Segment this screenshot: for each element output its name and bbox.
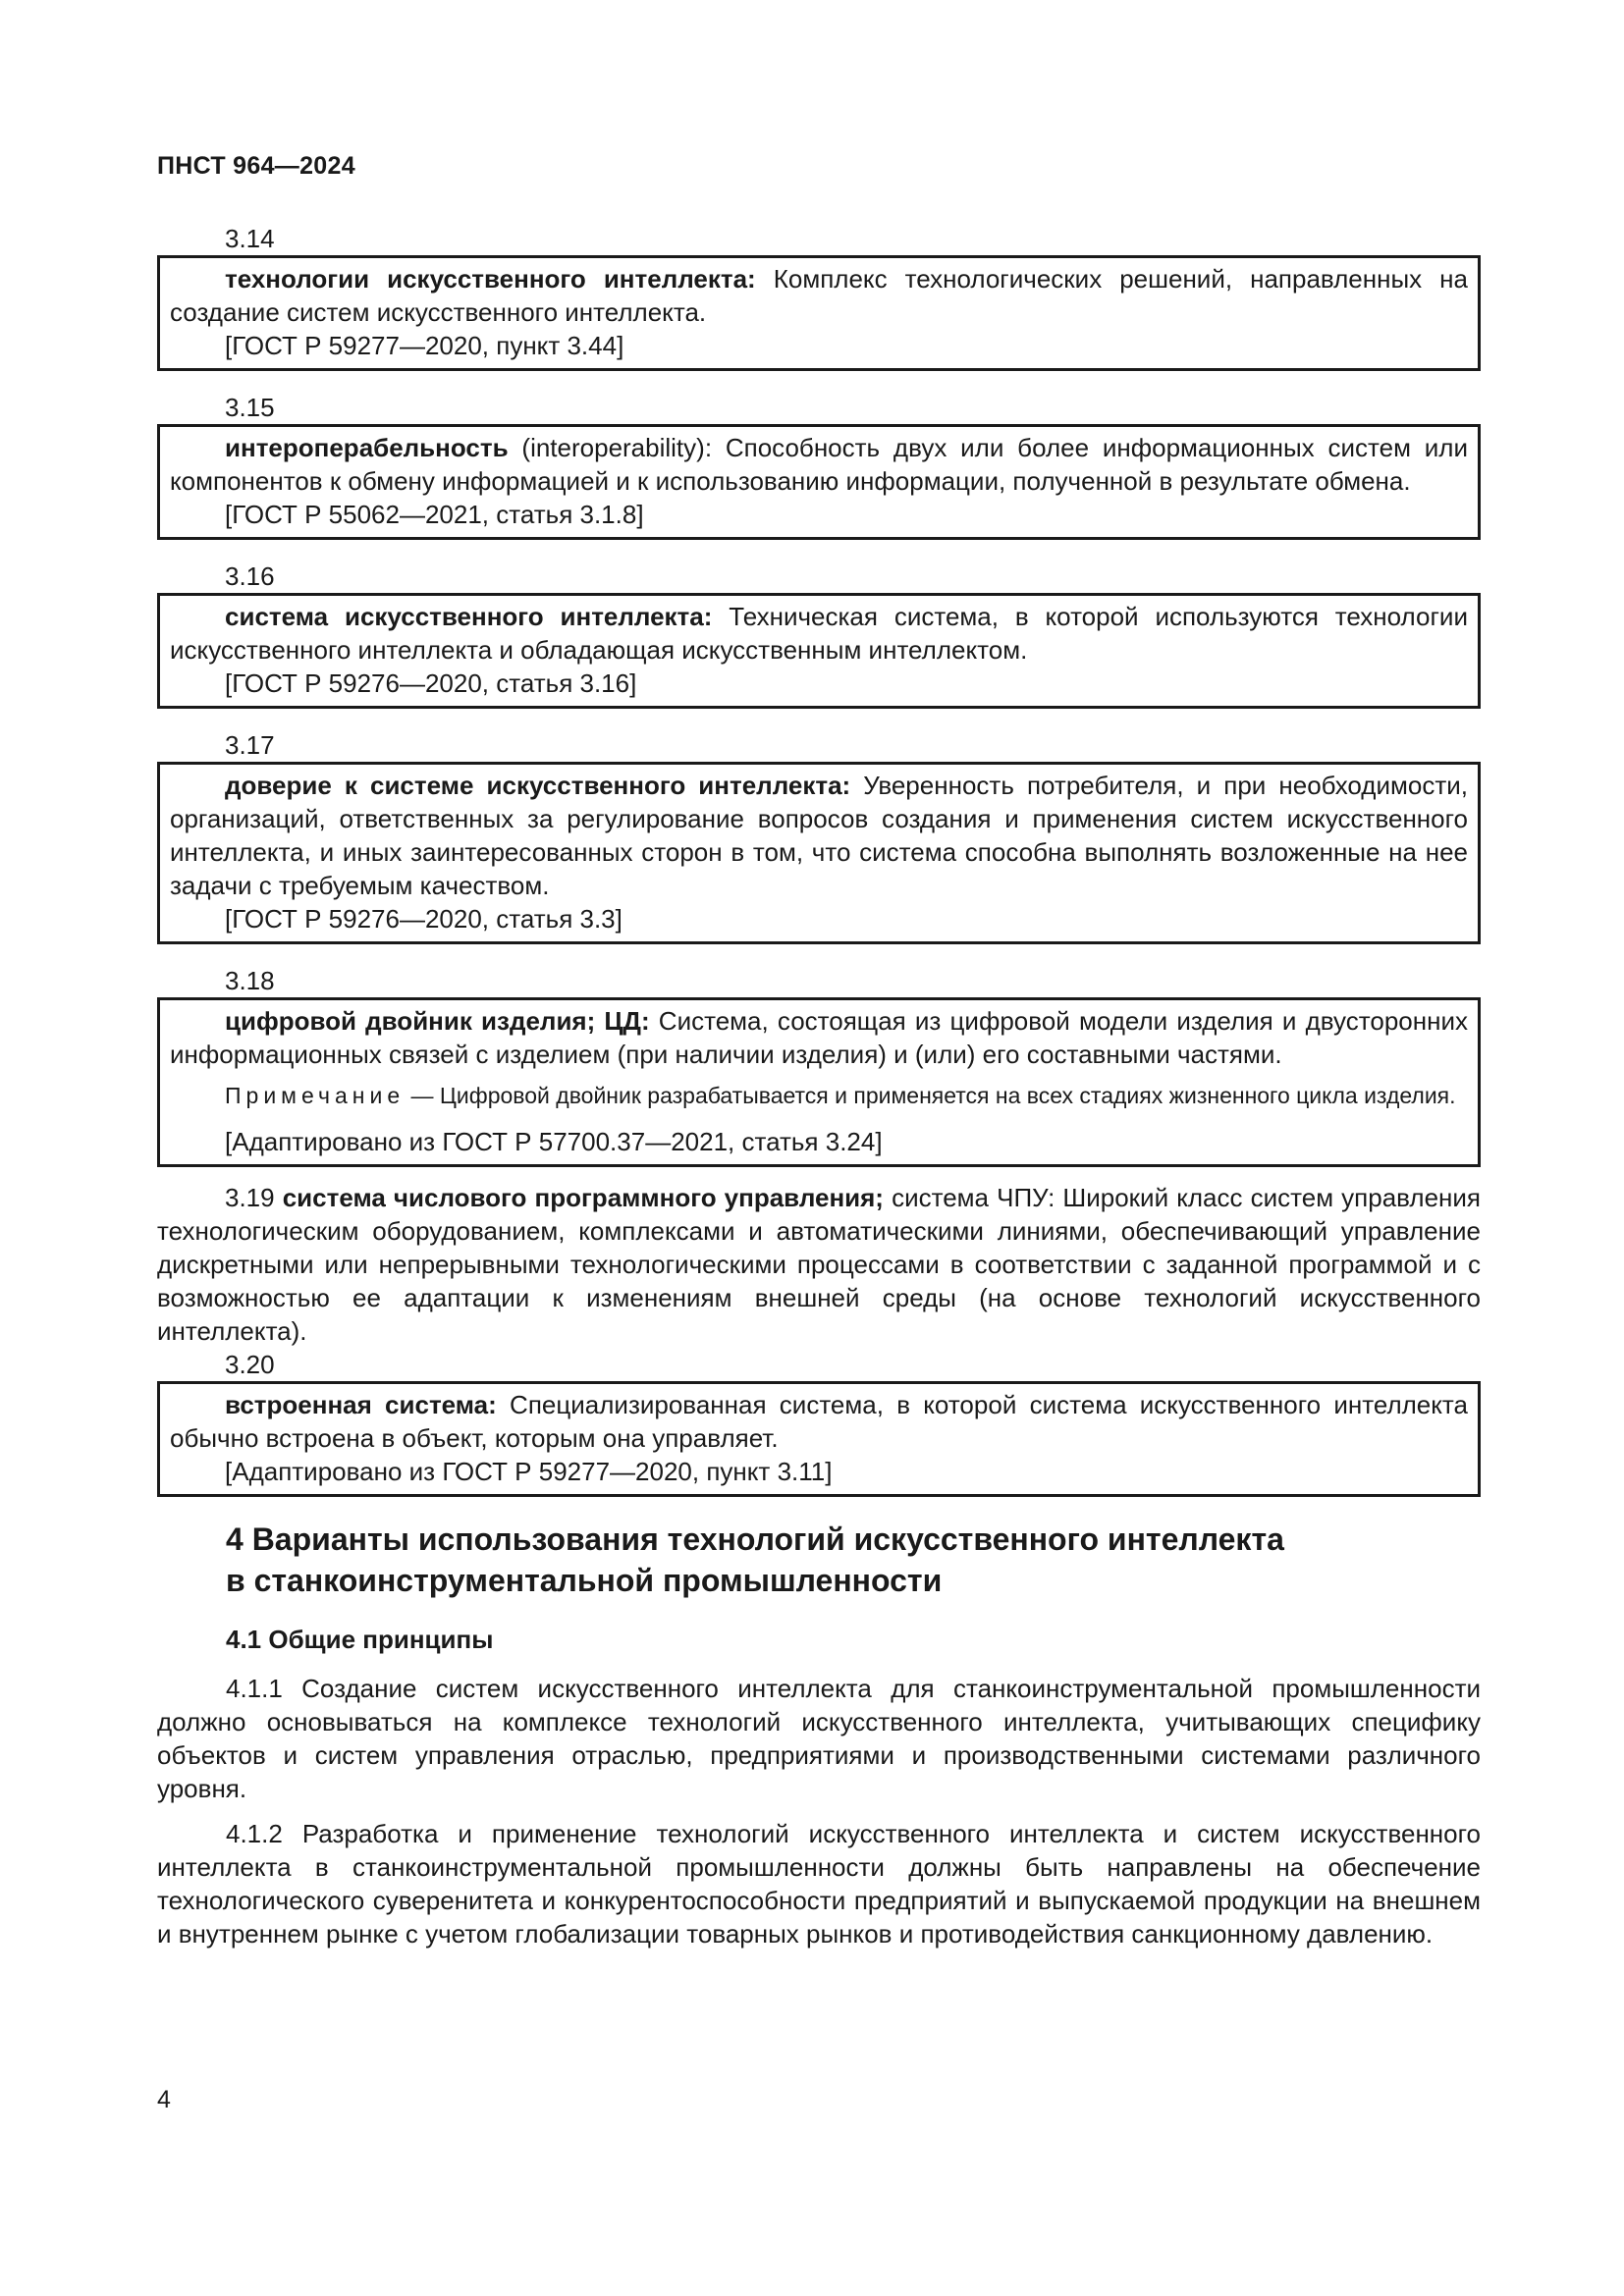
term-box: [157, 255, 1481, 371]
term-definition: [170, 600, 1468, 667]
entry-number: 3.20: [225, 1350, 275, 1379]
term-source: [ГОСТ Р 59276—2020, статья 3.16]: [225, 668, 637, 698]
entry-number: 3.16: [225, 561, 275, 591]
term-name: система числового программного управления;: [282, 1183, 884, 1212]
term-definition: [170, 1388, 1468, 1455]
term-definition: [170, 769, 1468, 902]
entry-number: 3.14: [225, 224, 275, 253]
term-definition: [170, 262, 1468, 329]
term-box: [157, 1381, 1481, 1497]
term-box: [157, 997, 1481, 1167]
entry-number: 3.18: [225, 966, 275, 995]
section-heading: [157, 1519, 1481, 1601]
term-name: доверие к системе искусственного интеллекта:: [225, 771, 851, 800]
document-designation: ПНСТ 964—2024: [157, 152, 355, 180]
term-name: цифровой двойник изделия; ЦД:: [225, 1006, 650, 1036]
definition-text: Уверенность потребителя, и при необходимости, организаций, ответственных за регулирование вопросов создания и применения систем искусственного интеллекта, и иных заинтересованных сторон в том, что система способна выполнять возложенные на нее задачи с требуемым качеством.: [170, 771, 1468, 900]
term-box: [157, 424, 1481, 540]
term-definition: [170, 431, 1468, 498]
term-definition: [170, 1004, 1468, 1071]
entry-number: 3.17: [225, 730, 275, 760]
definition-text: Техническая система, в которой используются технологии искусственного интеллекта и обладающая искусственным интеллектом.: [170, 602, 1468, 665]
term-name: интероперабельность: [225, 433, 509, 462]
term-name: встроенная система:: [225, 1390, 497, 1419]
note-label: Примечание: [225, 1083, 406, 1108]
section-heading-line1: 4 Варианты использования технологий искусственного интеллекта: [226, 1522, 1284, 1557]
definition-text: (interoperability): Способность двух или более информационных систем или компонентов к обмену информацией и к использованию информации, полученной в результате обмена.: [170, 433, 1468, 496]
term-name: система искусственного интеллекта:: [225, 602, 713, 631]
note-text: — Цифровой двойник разрабатывается и применяется на всех стадиях жизненного цикла изделия.: [405, 1083, 1456, 1108]
term-source: [ГОСТ Р 59276—2020, статья 3.3]: [225, 904, 623, 934]
definition-text: Система, состоящая из цифровой модели изделия и двусторонних информационных связей с изделием (при наличии изделия) и (или) его составными частями.: [170, 1006, 1468, 1069]
entry-number: 3.15: [225, 393, 275, 422]
term-box: [157, 593, 1481, 709]
definition-text: система ЧПУ: Широкий класс систем управления технологическим оборудованием, комплексами и автоматическими линиями, обеспечивающий управление дискретными или непрерывными технологическими процессами в соответствии с заданной программой и с возможностью ее адаптации к изменениям внешней среды (на основе технологий искусственного интеллекта).: [157, 1183, 1481, 1346]
subsection-heading: 4.1 Общие принципы: [226, 1625, 494, 1654]
page-number: 4: [157, 2086, 171, 2113]
term-source: [ГОСТ Р 55062—2021, статья 3.1.8]: [225, 500, 644, 529]
term-name: технологии искусственного интеллекта:: [225, 264, 756, 294]
entry-number: 3.19: [225, 1183, 275, 1212]
paragraph-4-1-1: 4.1.1 Создание систем искусственного интеллекта для станкоинструментальной промышленности должно основываться на комплексе технологий искусственного интеллекта, учитывающих специфику объектов и систем управления отраслью, предприятиями и производственными системами различного уровня.: [157, 1674, 1481, 1803]
section-heading-line2: в станкоинструментальной промышленности: [226, 1563, 943, 1598]
term-source: [Адаптировано из ГОСТ Р 57700.37—2021, статья 3.24]: [225, 1127, 883, 1156]
paragraph-4-1-2: 4.1.2 Разработка и применение технологий искусственного интеллекта и систем искусственного интеллекта в станкоинструментальной промышленности должны быть направлены на обеспечение технологического суверенитета и конкурентоспособности предприятий и выпускаемой продукции на внешнем и внутреннем рынке с учетом глобализации товарных рынков и противодействия санкционному давлению.: [157, 1819, 1481, 1949]
page-content: [157, 222, 1481, 1950]
term-source: [Адаптировано из ГОСТ Р 59277—2020, пункт 3.11]: [225, 1457, 833, 1486]
term-note: [170, 1081, 1468, 1111]
term-definition-unboxed: [157, 1181, 1481, 1348]
term-box: [157, 762, 1481, 944]
definition-text: Специализированная система, в которой система искусственного интеллекта обычно встроена в объект, которым она управляет.: [170, 1390, 1468, 1453]
term-source: [ГОСТ Р 59277—2020, пункт 3.44]: [225, 331, 624, 360]
definition-text: Комплекс технологических решений, направленных на создание систем искусственного интеллекта.: [170, 264, 1468, 327]
